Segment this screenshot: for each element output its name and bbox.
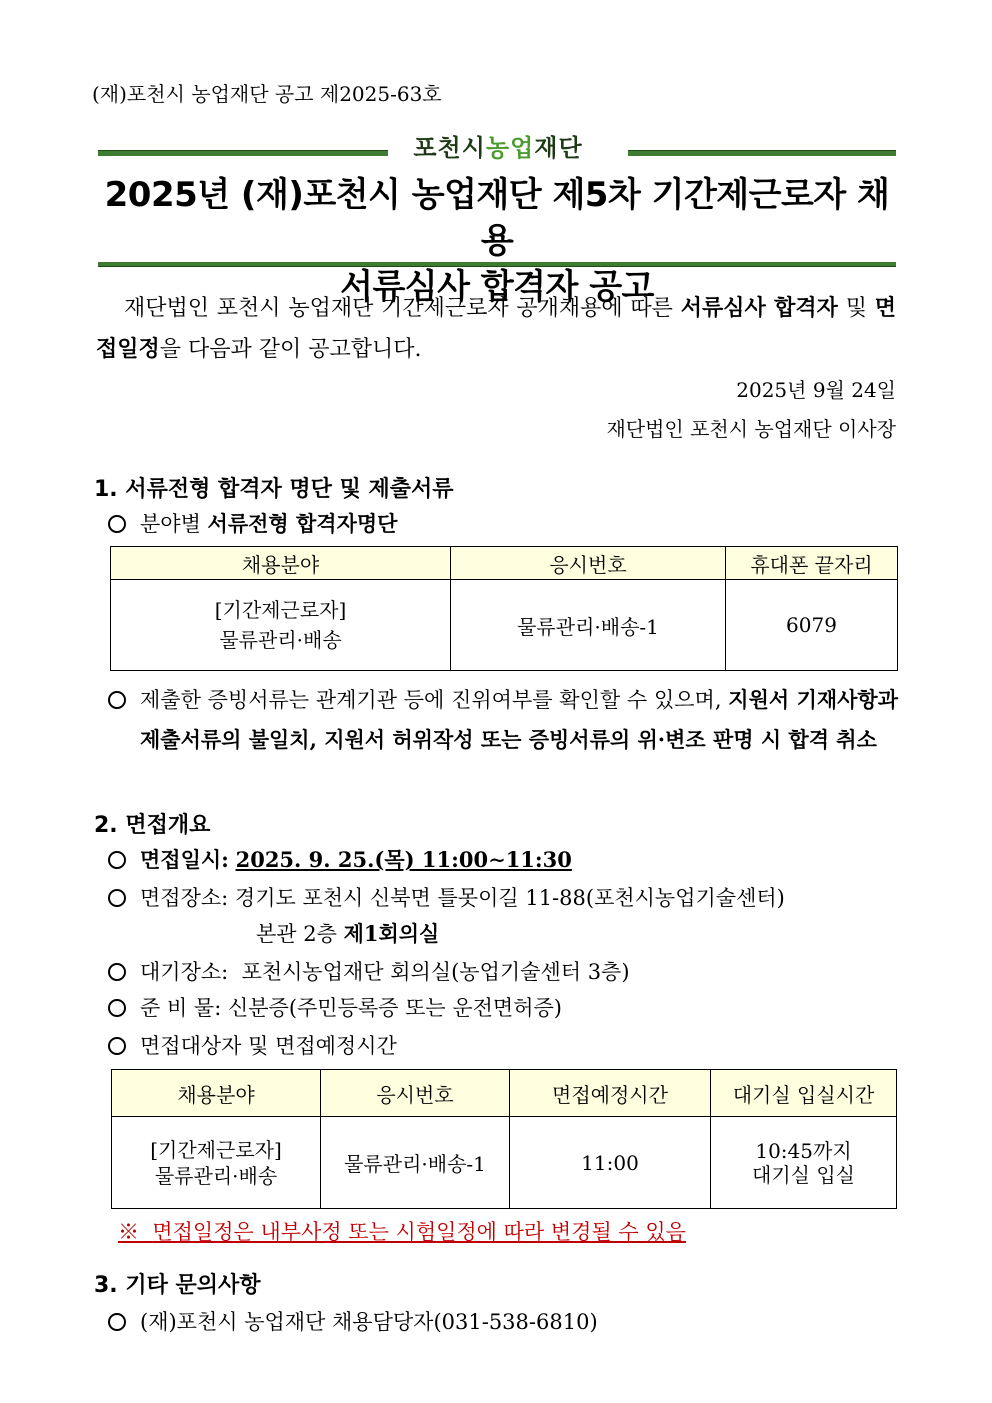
cell-phone: 6079 [726, 580, 898, 671]
circle-bullet-icon [108, 515, 126, 533]
caution-text: 면접일정은 내부사정 또는 시험일정에 따라 변경될 수 있음 [152, 1220, 686, 1244]
waiting-place [108, 954, 630, 990]
waiting-text: 대기장소: 포천시농업재단 회의실(농업기술센터 3층) [140, 960, 630, 984]
intro-text-1: 재단법인 포천시 농업재단 기간제근로자 공개채용에 따른 [124, 296, 681, 321]
schedule-text: 면접대상자 및 면접예정시간 [140, 1034, 397, 1058]
circle-bullet-icon [108, 1037, 126, 1055]
interview-datetime [108, 842, 572, 878]
bullet-bold: 지원서 기재사항과 제출서류의 불일치, 지원서 허위작성 또는 증빙서류의 위·변조 판명 시 합격 취소 [140, 687, 898, 752]
intro-paragraph [96, 288, 896, 370]
logo-banner [98, 128, 896, 168]
logo-text-3: 재단 [534, 134, 583, 162]
th-phone: 휴대폰 끝자리 [726, 547, 898, 580]
title-line-1: 2025년 (재)포천시 농업재단 제5차 기간제근로자 채용 [104, 175, 890, 261]
cell-number: 물류관리·배송-1 [321, 1117, 510, 1209]
th-time: 면접예정시간 [510, 1070, 711, 1117]
th-number: 응시번호 [451, 547, 726, 580]
schedule-caution [118, 1216, 686, 1246]
place-line2-text: 본관 2층 [256, 922, 344, 946]
schedule-label [108, 1028, 397, 1064]
cell-number: 물류관리·배송-1 [451, 580, 726, 671]
bullet-text: 분야별 [140, 512, 208, 536]
contact [108, 1304, 598, 1340]
intro-text-2: 및 [837, 296, 875, 321]
intro-bold-2: 면접일정 [96, 295, 896, 362]
table-row [112, 1117, 897, 1209]
bullet-text: 제출한 증빙서류는 관계기관 등에 진위여부를 확인할 수 있으며, [140, 688, 729, 712]
logo-text-1: 포천시 [413, 134, 486, 162]
bullet-bold: 서류전형 합격자명단 [207, 511, 398, 536]
logo-right-rule [628, 150, 896, 156]
interview-schedule-table [111, 1069, 897, 1209]
cell-field [111, 580, 451, 671]
notice-date: 2025년 9월 24일 [736, 378, 896, 402]
circle-bullet-icon [108, 851, 126, 869]
entry-line-2: 대기실 입실 [752, 1162, 855, 1187]
contact-text: (재)포천시 농업재단 채용담당자(031-538-6810) [140, 1310, 598, 1334]
field-line-1: [기간제근로자] [150, 1137, 282, 1162]
passers-table [110, 546, 898, 671]
logo-left-rule [98, 150, 388, 156]
field-line-1: [기간제근로자] [214, 598, 347, 622]
foundation-logo [408, 128, 588, 163]
section2-heading: 2. 면접개요 [94, 813, 211, 838]
logo-text-2: 농업 [485, 134, 535, 162]
interview-place-line2 [256, 916, 439, 952]
section1-heading: 1. 서류전형 합격자 명단 및 제출서류 [94, 477, 454, 502]
cell-entry [711, 1117, 897, 1209]
title-line-2: 서류심사 합격자 공고 [340, 267, 654, 307]
title-rule [98, 262, 896, 267]
cell-field [112, 1117, 321, 1209]
entry-line-1: 10:45까지 [755, 1138, 852, 1163]
notice-number: (재)포천시 농업재단 공고 제2025-63호 [92, 82, 442, 106]
th-entry: 대기실 입실시간 [711, 1070, 897, 1117]
interview-place [108, 880, 898, 916]
th-field: 채용분야 [111, 547, 451, 580]
place-line2-bold: 제1회의실 [343, 921, 440, 946]
intro-bold-1: 서류심사 합격자 [680, 295, 838, 321]
circle-bullet-icon [108, 1313, 126, 1331]
section3-heading: 3. 기타 문의사항 [94, 1273, 261, 1298]
place-label: 면접장소: [140, 886, 229, 910]
intro-text-3: 을 다음과 같이 공고합니다. [159, 337, 422, 362]
circle-bullet-icon [108, 963, 126, 981]
signer: 재단법인 포천시 농업재단 이사장 [606, 417, 896, 441]
circle-bullet-icon [108, 889, 126, 907]
th-field: 채용분야 [112, 1070, 321, 1117]
prep-text: 준 비 물: 신분증(주민등록증 또는 운전면허증) [140, 996, 562, 1020]
place-value: 경기도 포천시 신북면 틀못이길 11-88(포천시농업기술센터) [234, 886, 785, 910]
section1-bullet1 [108, 506, 397, 542]
circle-bullet-icon [108, 691, 126, 709]
prep-items [108, 990, 562, 1026]
datetime-value: 2025. 9. 25.(목) 11:00∼11:30 [235, 847, 572, 872]
caution-mark: ※ [118, 1220, 139, 1244]
circle-bullet-icon [108, 999, 126, 1017]
th-number: 응시번호 [321, 1070, 510, 1117]
field-line-2: 물류관리·배송 [219, 628, 342, 652]
section1-bullet2 [108, 680, 898, 760]
field-line-2: 물류관리·배송 [154, 1163, 278, 1188]
cell-time: 11:00 [510, 1117, 711, 1209]
datetime-label: 면접일시: [140, 847, 229, 872]
table-row [111, 580, 898, 671]
